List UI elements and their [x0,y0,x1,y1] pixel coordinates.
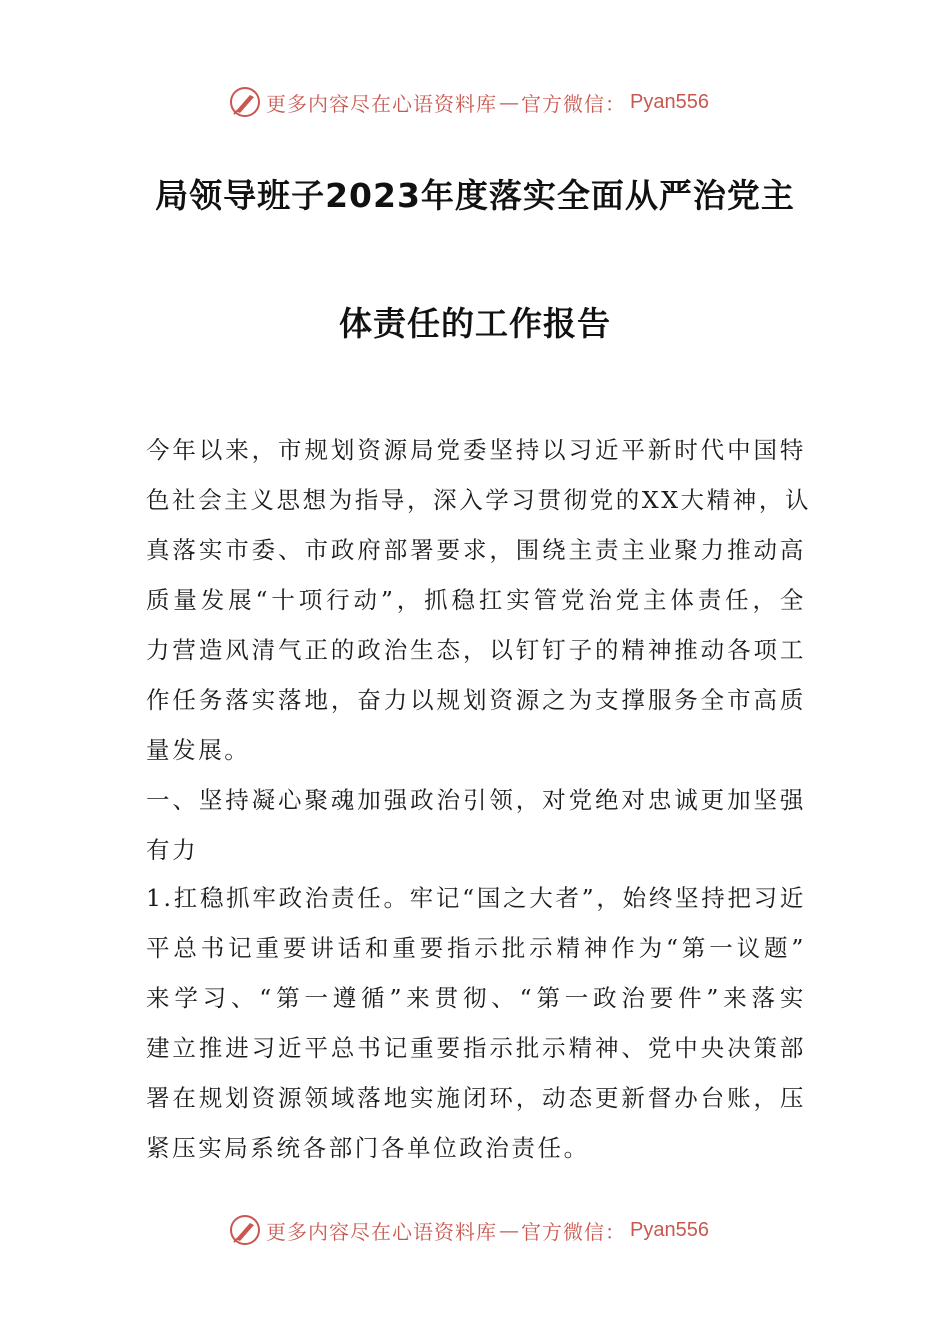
text-line: 今年以来，市规划资源局党委坚持以习近平新时代中国特 [146,436,806,464]
text-line: 质量发展“十项行动”，抓稳扛实管党治党主体责任，全 [146,586,806,614]
watermark-id: Pyan556 [630,1218,709,1241]
text-line: 建立推进习近平总书记重要指示批示精神、党中央决策部 [146,1034,806,1062]
watermark-banner-top [228,84,748,120]
text-line: 真落实市委、市政府部署要求，围绕主责主业聚力推动高 [146,536,806,564]
text-line: 来学习、“第一遵循”来贯彻、“第一政治要件”来落实 [146,984,806,1012]
watermark-dash: — [499,1218,519,1242]
text-line: 署在规划资源领域落地实施闭环，动态更新督办台账，压 [146,1084,806,1112]
watermark-label: 官方微信： [521,91,626,116]
watermark-dash: — [499,90,519,114]
pen-logo-icon [228,85,262,119]
text-line: 作任务落实落地，奋力以规划资源之为支撑服务全市高质 [146,686,806,714]
text-line: 色社会主义思想为指导，深入学习贯彻党的XX大精神，认 [146,486,812,514]
watermark-banner-bottom [228,1212,748,1248]
watermark-text: 更多内容尽在心语资料库 [266,1219,497,1244]
text-line: 量发展。 [146,736,251,764]
section-heading-1 [146,775,806,875]
watermark-label: 官方微信： [521,1219,626,1244]
text-line: 1.扛稳抓牢政治责任。牢记“国之大者”，始终坚持把习近 [146,884,806,912]
item-1-paragraph [146,873,806,1173]
document-title-line-2: 体责任的工作报告 [339,304,611,343]
watermark-id: Pyan556 [630,90,709,113]
pen-logo-icon [228,1213,262,1247]
text-line: 紧压实局系统各部门各单位政治责任。 [146,1134,590,1162]
watermark-text: 更多内容尽在心语资料库 [266,91,497,116]
intro-paragraph [146,425,812,775]
heading-line: 一、坚持凝心聚魂加强政治引领，对党绝对忠诚更加坚强 [146,786,806,814]
document-title-line-1: 局领导班子2023年度落实全面从严治党主 [155,176,795,215]
heading-line: 有力 [146,836,199,864]
text-line: 平总书记重要讲话和重要指示批示精神作为“第一议题” [146,934,806,962]
text-line: 力营造风清气正的政治生态，以钉钉子的精神推动各项工 [146,636,806,664]
